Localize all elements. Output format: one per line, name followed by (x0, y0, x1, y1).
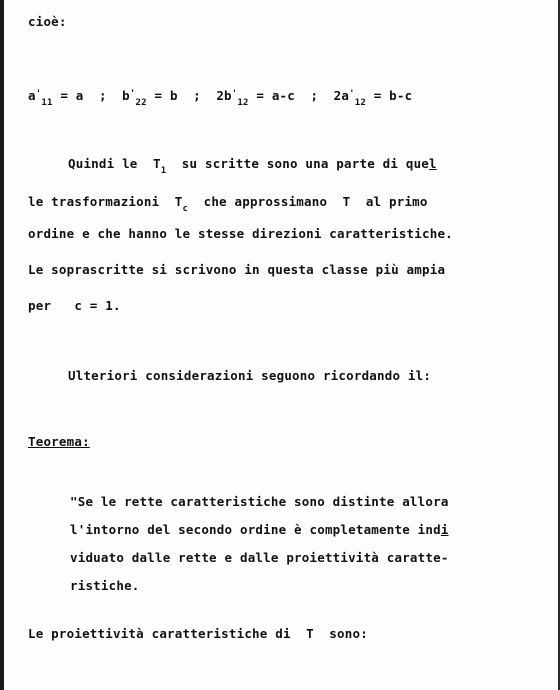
theorem-line3: viduato dalle rette e dalle proiettività caratte- (70, 550, 449, 565)
paragraph1-line1: Quindi le $T_1$ su scritte sono una parte di quel (68, 156, 437, 176)
intro-text: cioè: (28, 14, 67, 29)
paragraph1-line2: le trasformazioni $T_c$ che approssimano T al primo (28, 194, 428, 214)
paragraph1-line3: ordine e che hanno le stesse direzioni caratteristiche. (28, 226, 453, 241)
paragraph2-text: Ulteriori considerazioni seguono ricordando il: (68, 368, 432, 383)
paragraph1-line5: per c = 1. (28, 298, 121, 313)
scan-edge-left (0, 0, 4, 690)
theorem-line1: "Se le rette caratteristiche sono distinte allora (70, 494, 449, 509)
final-line: Le proiettività caratteristiche di T sono: (28, 626, 368, 641)
paragraph1-line4: Le soprascritte si scrivono in questa classe più ampia (28, 262, 446, 277)
theorem-heading: Teorema: (28, 434, 90, 449)
theorem-line4: ristiche. (70, 578, 140, 593)
theorem-line2: l'intorno del secondo ordine è completamente indi (70, 522, 449, 537)
equation-line: $a'_{11} = a$ ; $b'_{22} = b$ ; $2b'_{12} = a-c$ ; $2a'_{12} = b-c$ (28, 88, 413, 108)
